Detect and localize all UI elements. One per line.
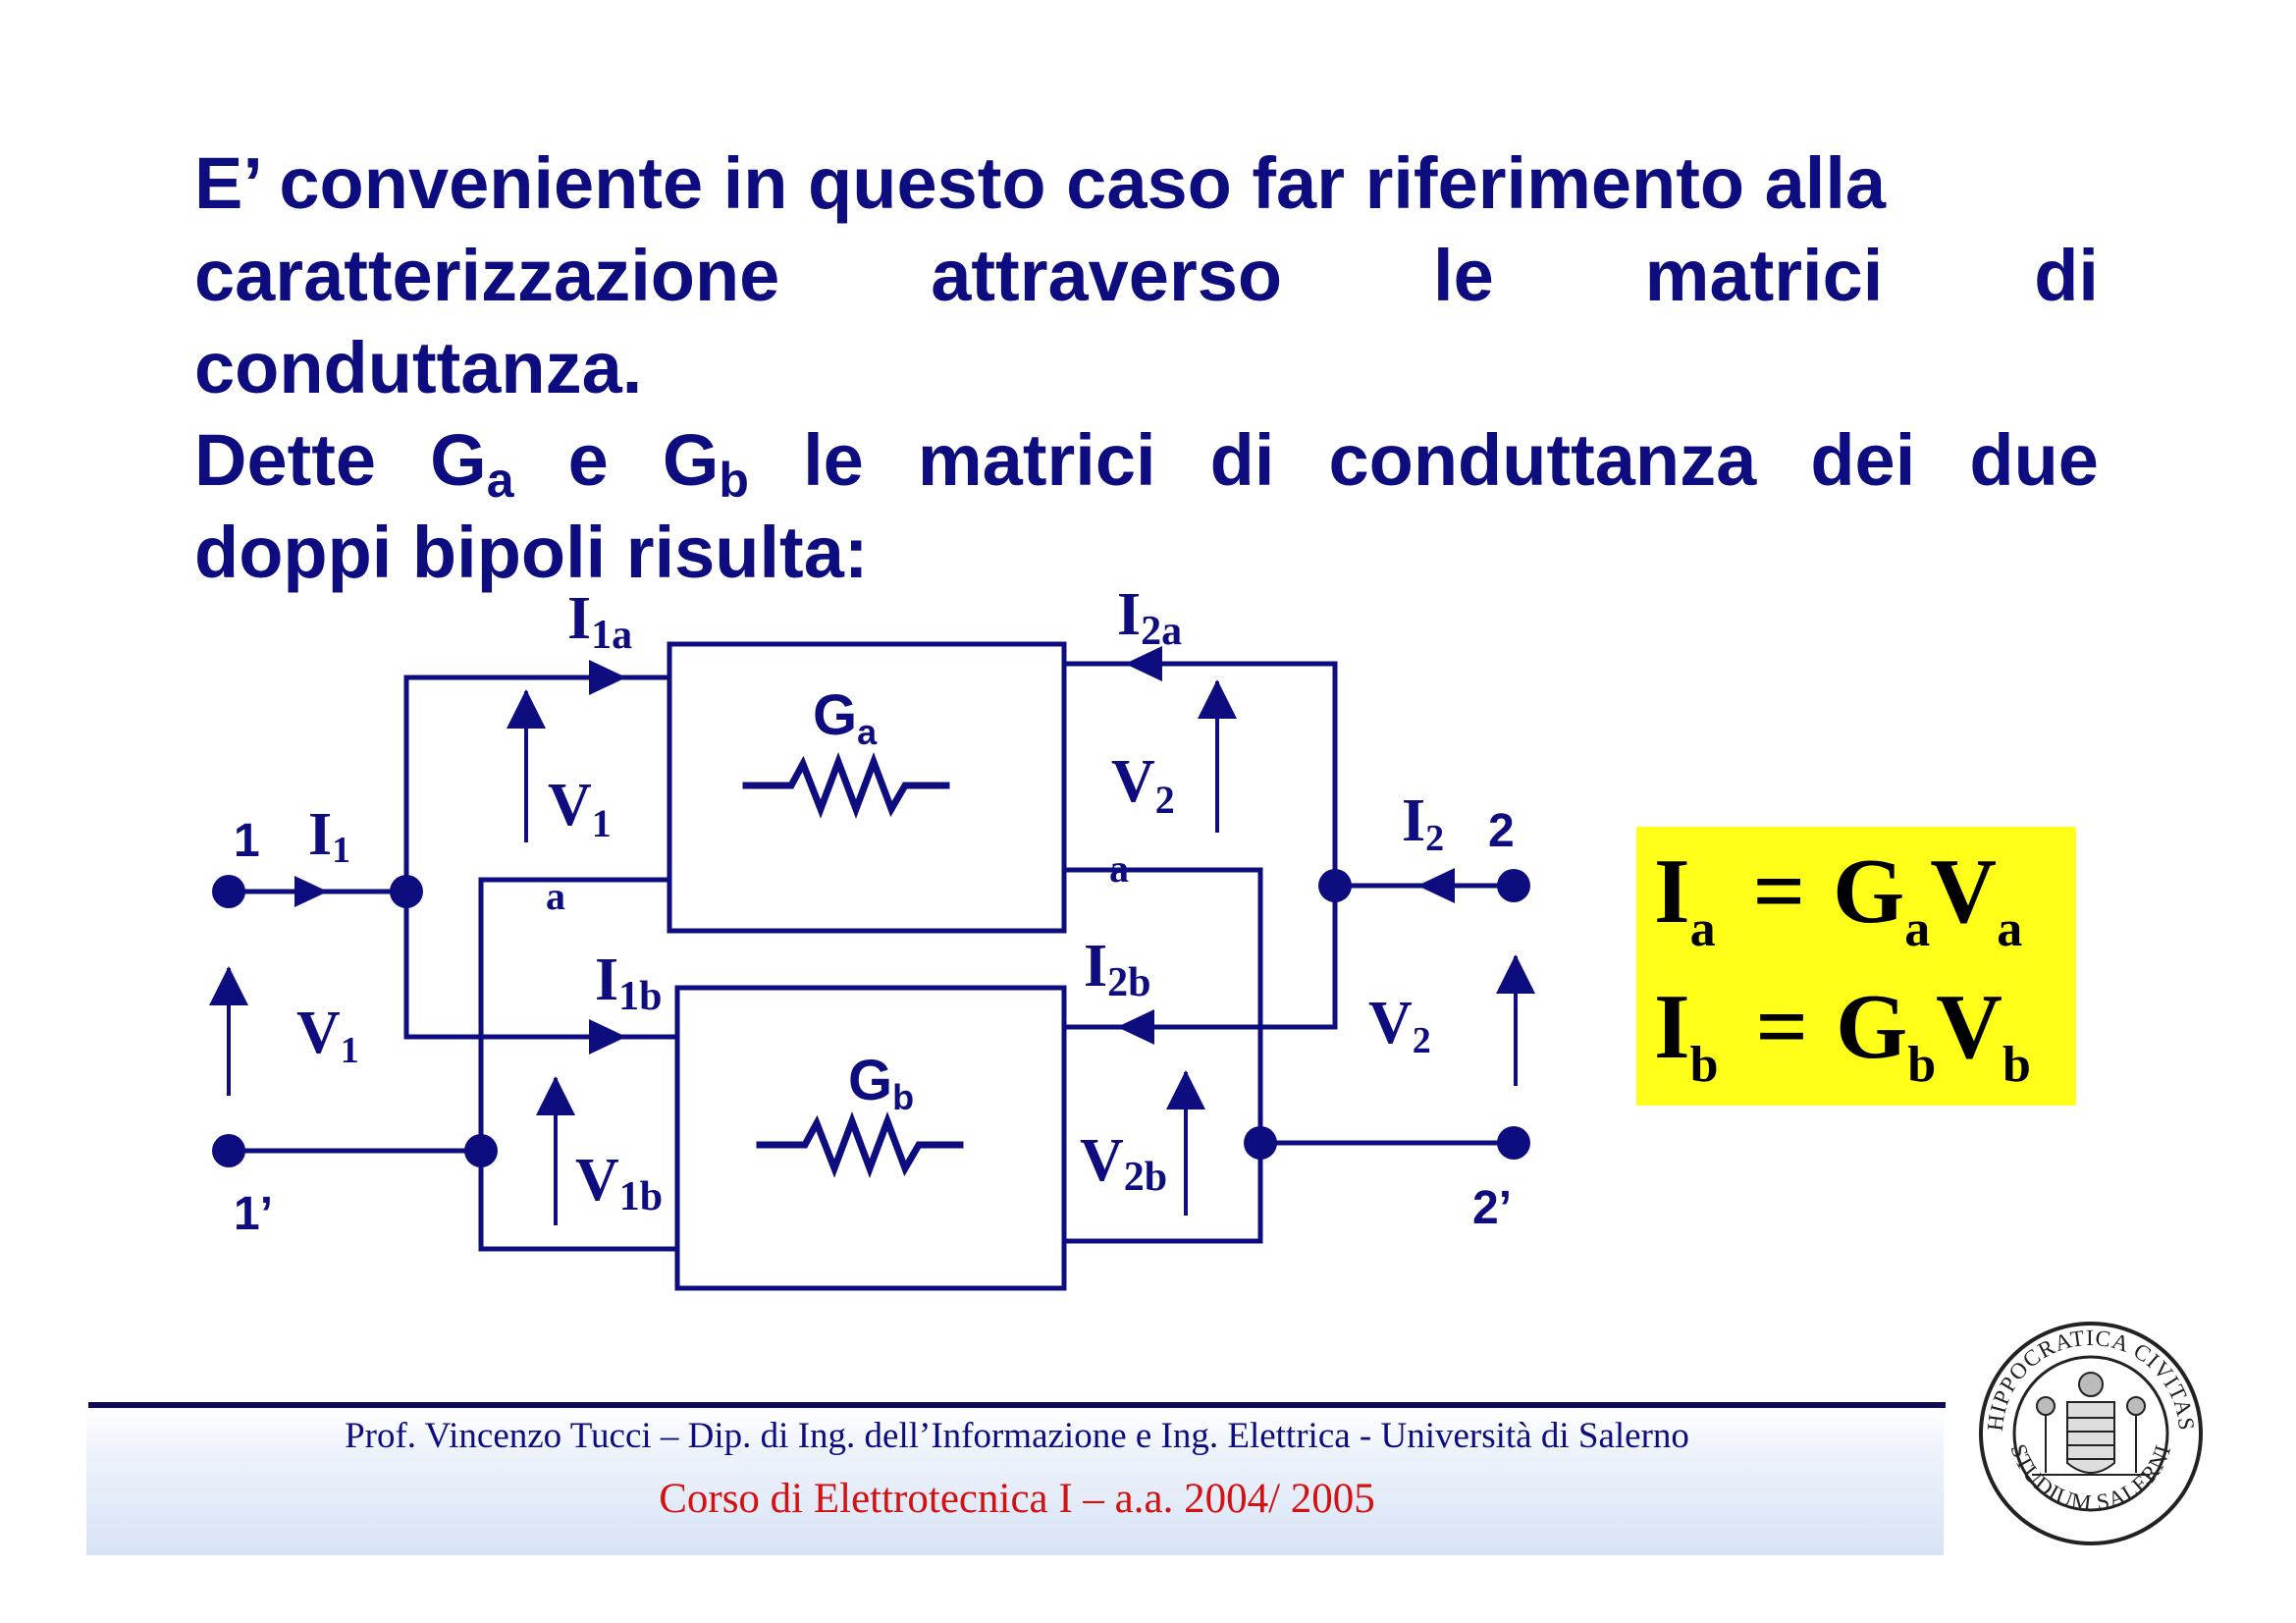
heading-word: le (1433, 235, 1494, 316)
label-i1a (567, 585, 632, 658)
label-v2b (1080, 1127, 1167, 1200)
label-main: V (575, 1147, 619, 1214)
label-main: V (548, 772, 592, 839)
heading-word: attraverso (931, 235, 1283, 316)
label-i1b (595, 947, 663, 1019)
label-main: I (567, 585, 592, 652)
footer-divider (88, 1402, 1946, 1408)
label-sub: 2b (1107, 960, 1151, 1005)
heading-word: matrici (917, 419, 1156, 501)
eq-v-sub: b (2002, 1037, 2031, 1093)
heading-word: di (2034, 235, 2099, 316)
label-i2b (1084, 933, 1151, 1005)
current-arrow-i1a (589, 660, 626, 695)
heading-g: G (430, 419, 487, 501)
footer-course: Corso di Elettrotecnica I – a.a. 2004/ 2005 (659, 1476, 1375, 1522)
label-main: G (848, 1049, 893, 1112)
junction-node (390, 875, 423, 908)
label-v1b (575, 1147, 663, 1219)
heading-word: dei (1810, 419, 1916, 501)
heading-line-5: doppi bipoli risulta: (194, 512, 869, 593)
label-main: V (1368, 990, 1413, 1056)
label-main: I (1117, 581, 1142, 648)
heading-line-1: E’ conveniente in questo caso far riferimento alla (194, 142, 1887, 224)
label-gb (848, 1049, 914, 1117)
label-sub: 2b (1123, 1155, 1168, 1200)
label-main: I (1402, 787, 1426, 854)
terminal-label-2: 2 (1488, 805, 1515, 857)
eq-g-sub: a (1904, 901, 1931, 957)
heading-g: G (662, 419, 720, 501)
label-main: V (296, 1000, 341, 1066)
resistor-gb (760, 1121, 960, 1168)
heading-word: e (567, 419, 609, 501)
label-sub: 1 (340, 1030, 359, 1071)
current-arrow-i2b (1117, 1009, 1154, 1045)
label-v2a (1111, 748, 1175, 822)
label-main: G (813, 683, 858, 747)
label-sub: 1b (618, 1174, 664, 1219)
resistor-ga (746, 762, 946, 809)
junction-node (1318, 869, 1352, 902)
heading-word: conduttanza (1328, 419, 1757, 501)
eq-lhs: I (1654, 840, 1690, 943)
label-sub: 2 (1425, 818, 1445, 859)
university-seal-logo (1973, 1316, 2209, 1551)
label-i1 (308, 801, 350, 871)
equation-b (1654, 974, 2066, 1093)
current-arrow-i2 (1417, 868, 1455, 903)
eq-g-sub: b (1907, 1037, 1937, 1093)
label-i2a (1117, 581, 1182, 654)
label-sub: b (892, 1077, 915, 1117)
heading-word: due (1969, 419, 2099, 501)
label-main: I (595, 947, 619, 1013)
eq-lhs: I (1654, 976, 1690, 1078)
terminal-label-2-prime: 2’ (1472, 1182, 1513, 1234)
heading-sub-b: b (719, 453, 749, 508)
label-sub: 1a (591, 613, 633, 658)
heading-word: caratterizzazione (194, 235, 780, 316)
heading-word: di (1209, 419, 1275, 501)
terminal-1 (212, 875, 245, 908)
terminal-label-1-prime: 1’ (234, 1188, 274, 1240)
eq-v: V (1936, 976, 2003, 1078)
two-port-box-b (677, 988, 1064, 1288)
current-arrow-i1b (589, 1019, 626, 1055)
eq-sign: = (1752, 840, 1806, 943)
label-main: V (1080, 1127, 1124, 1194)
heading-word: Dette (194, 419, 377, 501)
footer-author: Prof. Vincenzo Tucci – Dip. di Ing. dell’Informazione e Ing. Elettrica - Università di Salerno (345, 1416, 1689, 1456)
heading-sub-a: a (486, 453, 514, 508)
terminal-2 (1497, 869, 1530, 902)
label-i2 (1402, 787, 1444, 859)
heading-word: matrici (1644, 235, 1884, 316)
label-v2 (1368, 990, 1431, 1061)
eq-sign: = (1755, 976, 1809, 1078)
terminal-2-prime (1497, 1126, 1530, 1160)
label-sub: 1b (618, 974, 663, 1019)
eq-g: G (1833, 840, 1905, 943)
seal-text-bottom: STUDIUM SALERNI (2005, 1440, 2176, 1516)
label-sub: 2 (1412, 1020, 1431, 1061)
junction-node (1244, 1126, 1277, 1160)
label-main: I (1084, 933, 1108, 1000)
eq-lhs-sub: a (1689, 901, 1716, 957)
heading-word: le (803, 419, 864, 501)
label-v1a (548, 772, 612, 845)
equation-box (1636, 827, 2076, 1106)
label-ga (813, 683, 878, 752)
label-main: I (308, 801, 333, 868)
label-sub: 2a (1141, 609, 1183, 654)
current-arrow-i1 (294, 876, 328, 907)
label-sub: 1 (332, 830, 351, 871)
label-sub: 1 (591, 801, 612, 845)
junction-node (464, 1134, 498, 1167)
label-v2a-suffix: a (1109, 846, 1129, 891)
eq-v-sub: a (1997, 901, 2023, 957)
seal-text-top: HIPPOCRATICA CIVITAS (1982, 1325, 2200, 1433)
eq-v: V (1930, 840, 1998, 943)
label-sub: 2 (1154, 778, 1175, 822)
heading-line-3: conduttanza. (194, 327, 643, 408)
terminal-label-1: 1 (234, 815, 260, 867)
eq-lhs-sub: b (1689, 1037, 1719, 1093)
terminal-1-prime (212, 1134, 245, 1167)
label-sub: a (857, 712, 878, 752)
equation-a (1654, 839, 2066, 957)
label-v1a-suffix: a (546, 874, 565, 918)
label-v1 (296, 1000, 359, 1071)
eq-g: G (1836, 976, 1908, 1078)
label-main: V (1111, 748, 1155, 815)
